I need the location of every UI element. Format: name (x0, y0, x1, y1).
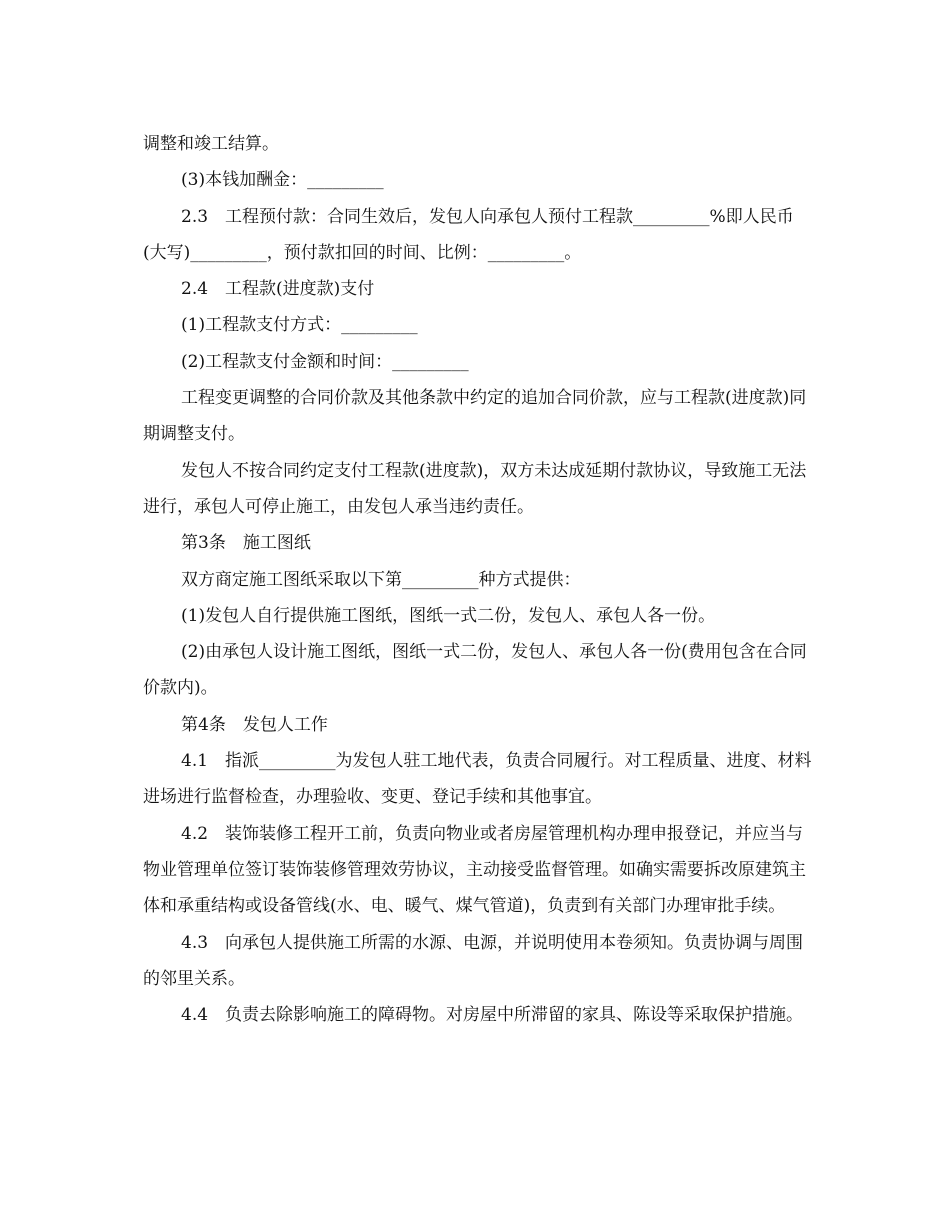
paragraph-cost-plus-fee: (3)本钱加酬金：_________ (181, 170, 384, 191)
paragraph-breach-payment: 发包人不按合同约定支付工程款(进度款)，双方未达成延期付款协议，导致施工无法进行，承包人可停止施工，由发包人承当违约责任。 (143, 460, 807, 517)
document-body (143, 126, 815, 1033)
clause-4-2: 4.2 装饰装修工程开工前，负责向物业或者房屋管理机构办理申报登记，并应当与物业管理单位签订装饰装修管理效劳协议，主动接受监督管理。如确实需要拆改原建筑主体和承重结构或设备管线(水、电、暖气、煤气管道)，负责到有关部门办理审批手续。 (143, 823, 806, 917)
clause-4-4: 4.4 负责去除影响施工的障碍物。对房屋中所滞留的家具、陈设等采取保护措施。 (181, 1005, 804, 1026)
drawings-option-2: (2)由承包人设计施工图纸，图纸一式二份，发包人、承包人各一份(费用包含在合同价款内)。 (143, 642, 807, 699)
article-4-heading: 第4条 发包人工作 (181, 714, 328, 735)
clause-4-1: 4.1 指派_________为发包人驻工地代表，负责合同履行。对工程质量、进度、材料进场进行监督检查，办理验收、变更、登记手续和其他事宜。 (143, 751, 812, 808)
payment-method-line: (1)工程款支付方式：_________ (181, 315, 418, 336)
drawings-option-1: (1)发包人自行提供施工图纸，图纸一式二份，发包人、承包人各一份。 (181, 605, 716, 626)
drawings-method-line: 双方商定施工图纸采取以下第_________种方式提供： (181, 569, 581, 590)
clause-2-4-heading: 2.4 工程款(进度款)支付 (181, 279, 375, 300)
paragraph-change-adjustment: 工程变更调整的合同价款及其他条款中约定的追加合同价款，应与工程款(进度款)同期调整支付。 (143, 388, 807, 445)
payment-amount-time-line: (2)工程款支付金额和时间：_________ (181, 351, 469, 372)
clause-2-3-advance-payment: 2.3 工程预付款：合同生效后，发包人向承包人预付工程款_________%即人民币(大写)_________，预付款扣回的时间、比例：_________。 (143, 206, 794, 263)
clause-4-3: 4.3 向承包人提供施工所需的水源、电源，并说明使用本卷须知。负责协调与周围的邻里关系。 (143, 932, 804, 989)
paragraph-continuation: 调整和竣工结算。 (143, 134, 279, 154)
article-3-heading: 第3条 施工图纸 (181, 533, 311, 554)
